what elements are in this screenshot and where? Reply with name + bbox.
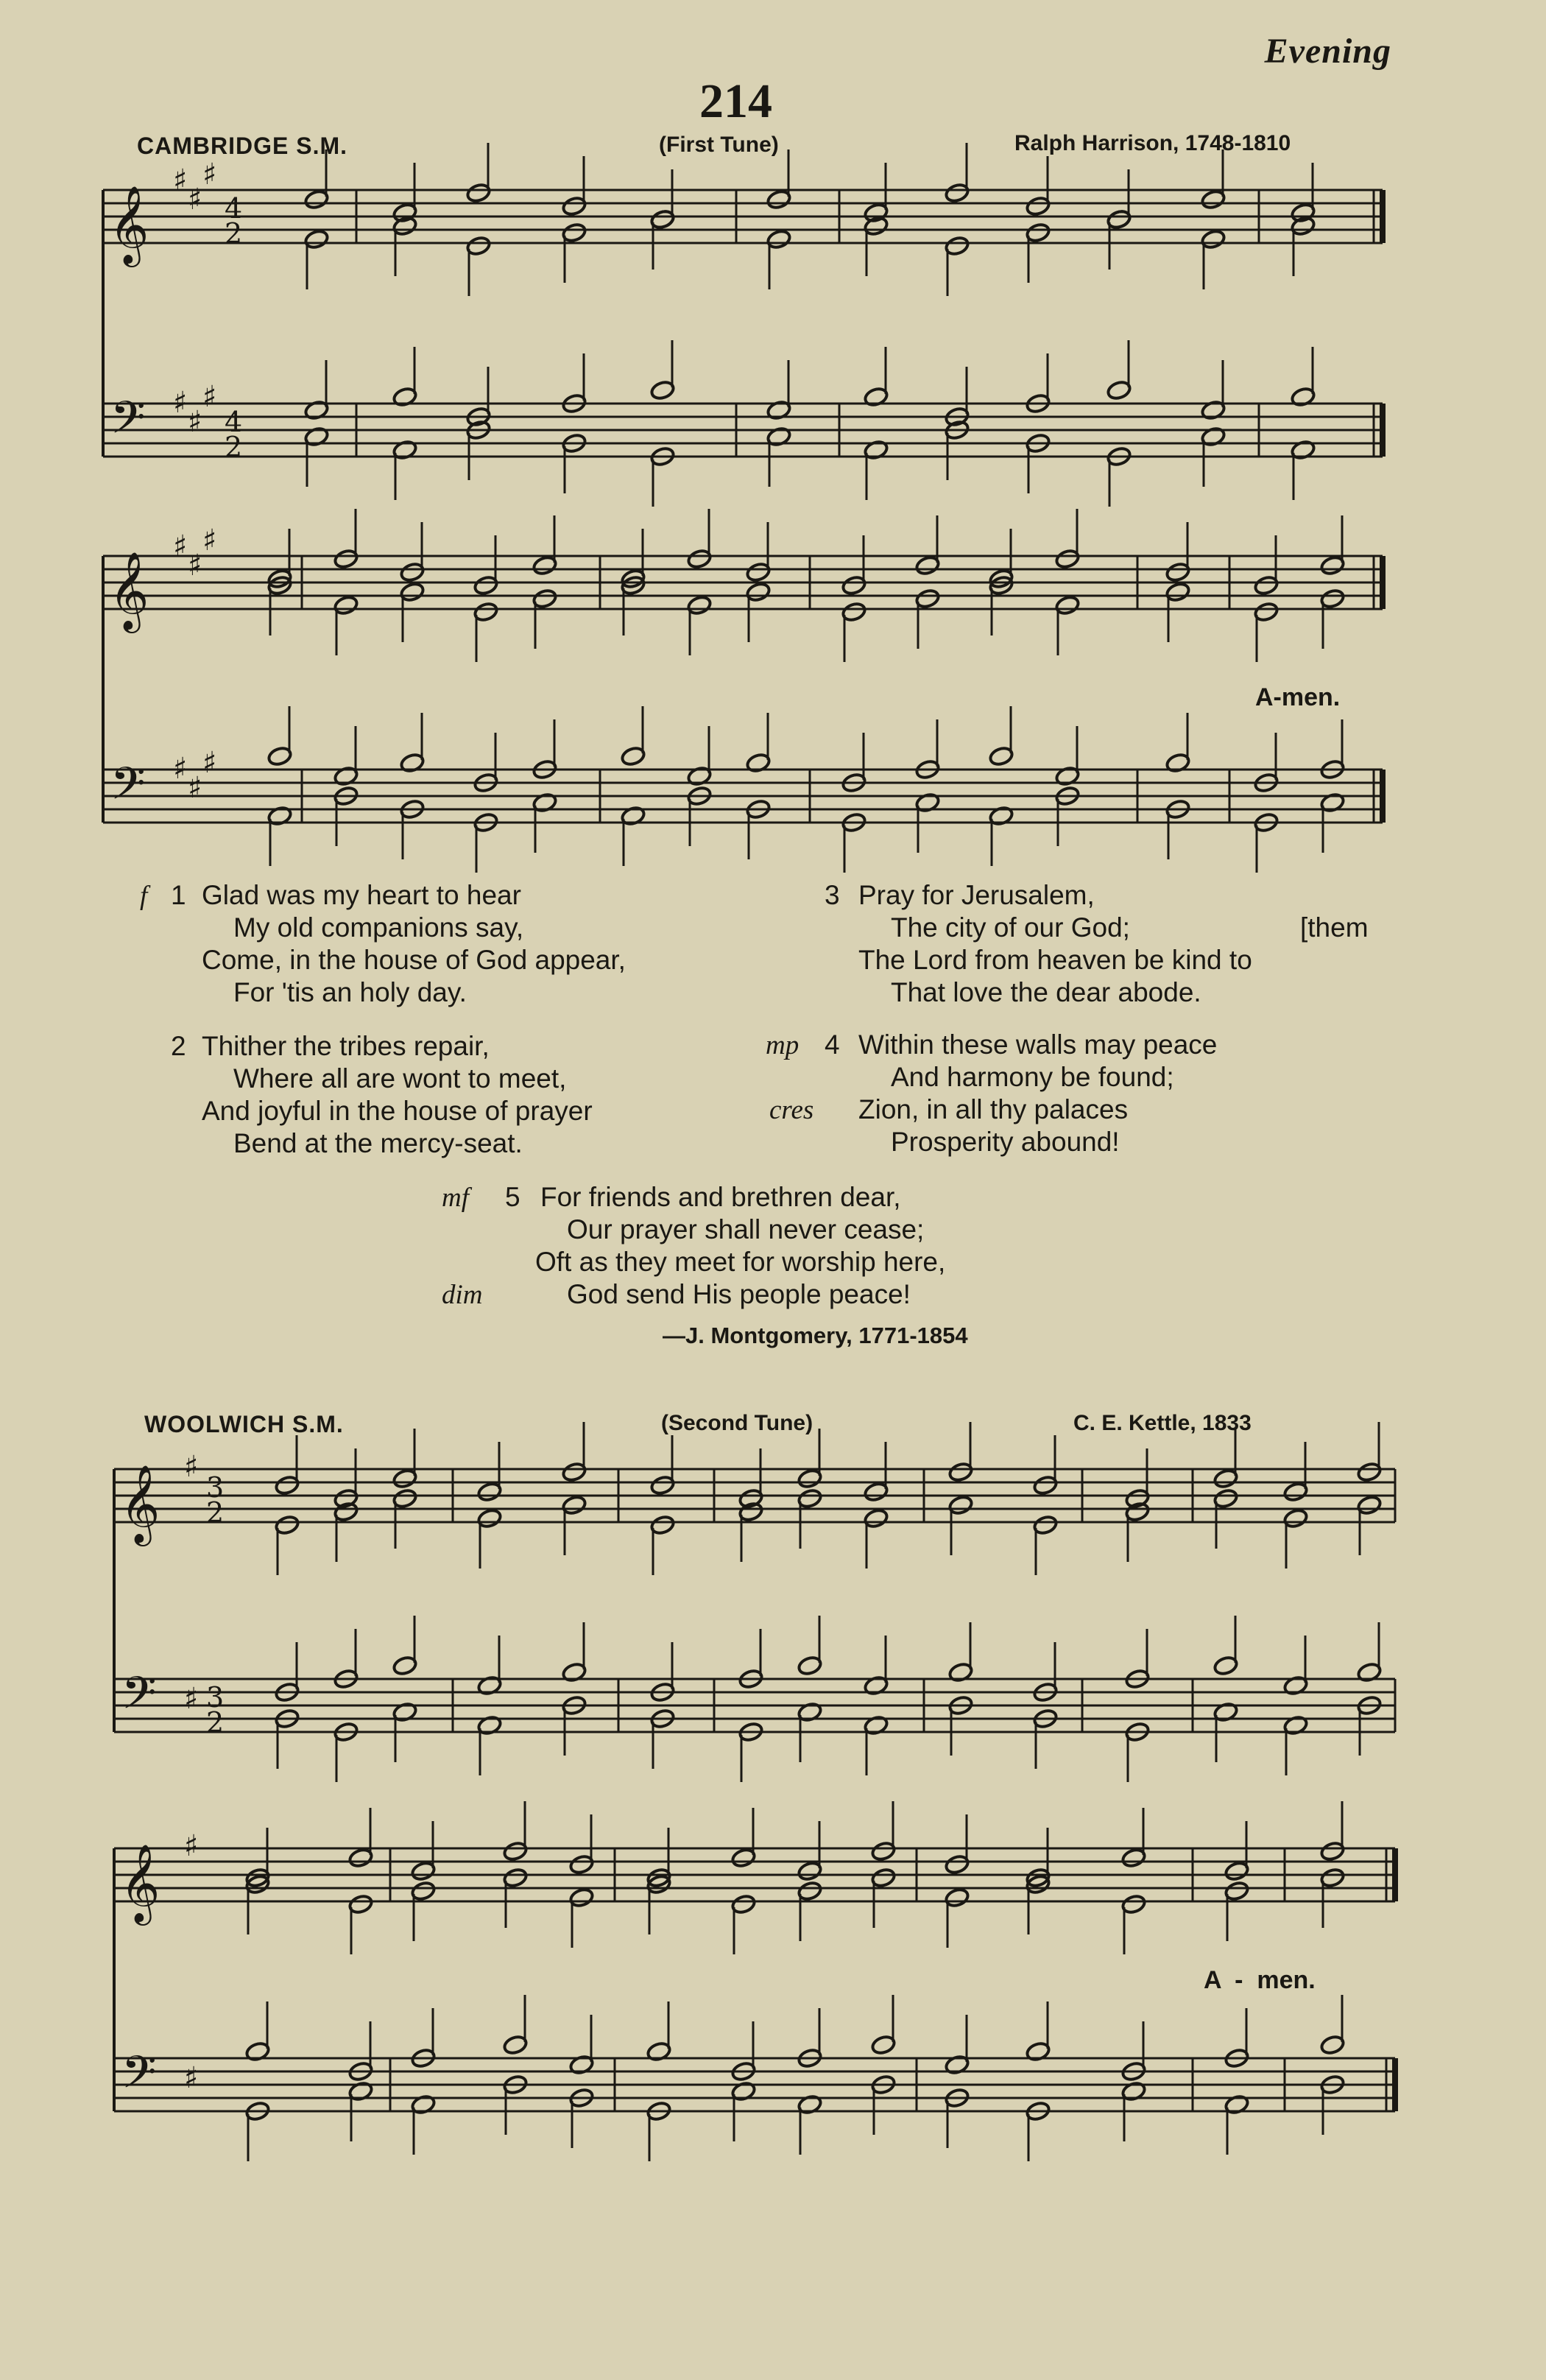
tune1-sys2-bass-key-sharp-3: ♯: [202, 746, 217, 780]
verse-3-line-1: Pray for Jerusalem,: [858, 880, 1095, 910]
tune2-sys2-treble-clef: 𝄞: [120, 1843, 160, 1922]
tune2-sys2-treble-key-sharp-1: ♯: [184, 1829, 199, 1863]
tune2-sys1-treble-key-sharp-1: ♯: [184, 1450, 199, 1484]
verse-1-dynamic: f: [140, 881, 148, 911]
hymn-number: 214: [699, 74, 772, 128]
verse-1-line-4: For 'tis an holy day.: [233, 977, 467, 1007]
tune1-name: CAMBRIDGE S.M.: [137, 133, 347, 159]
verse-2-number: 2: [171, 1031, 186, 1061]
text-author: —J. Montgomery, 1771-1854: [663, 1323, 968, 1348]
tune2-sys1-bass-time-bottom: 2: [206, 1706, 225, 1739]
tune2-sys1-treble-clef: 𝄞: [120, 1464, 160, 1543]
verse-3-overflow: [them: [1300, 912, 1369, 943]
verse-5-line-2: Our prayer shall never cease;: [567, 1214, 925, 1244]
tune1-sys1-bass-key-sharp-2: ♯: [188, 405, 202, 439]
tune2-composer: C. E. Kettle, 1833: [1073, 1411, 1252, 1435]
verse-4-line-2: And harmony be found;: [891, 1062, 1174, 1092]
verse-1-number: 1: [171, 880, 186, 910]
tune2-amen: A - men.: [1204, 1966, 1316, 1994]
verse-5-line-3: Oft as they meet for worship here,: [535, 1247, 946, 1277]
verse-4-cres: cres: [769, 1095, 814, 1125]
tune1-sys1-bass-key-sharp-1: ♯: [173, 386, 188, 420]
tune1-sys1-treble-key-sharp-3: ♯: [202, 158, 217, 191]
verse-2-line-2: Where all are wont to meet,: [233, 1063, 567, 1094]
tune1-sys2-treble-clef: 𝄞: [109, 551, 149, 630]
tune1-amen: A-men.: [1255, 683, 1341, 711]
tune1-sys1-bass-clef: 𝄢: [110, 392, 146, 455]
verse-3-line-4: That love the dear abode.: [891, 977, 1201, 1007]
tune1-composer: Ralph Harrison, 1748-1810: [1014, 131, 1291, 155]
tune1-sys2-bass-clef: 𝄢: [110, 758, 146, 821]
tune1-sys1-bass-time-bottom: 2: [225, 431, 243, 463]
tune1-sys2-treble-key-sharp-2: ♯: [188, 549, 202, 582]
tune1-sys1-treble-key-sharp-2: ♯: [188, 183, 202, 216]
section-title: Evening: [1264, 32, 1391, 71]
verse-5-dynamic: mf: [442, 1183, 469, 1213]
tune2-sys1-bass-time-top: 3: [206, 1681, 225, 1714]
verse-4-number: 4: [825, 1029, 840, 1060]
verse-4-dynamic: mp: [766, 1030, 800, 1060]
verse-4-line-3: Zion, in all thy palaces: [858, 1094, 1129, 1124]
tune2-sys1-bass-key-sharp-1: ♯: [184, 1682, 199, 1716]
tune1-sys2-bass-key-sharp-1: ♯: [173, 752, 188, 786]
verse-3-line-2: The city of our God;: [891, 912, 1130, 943]
tune1-sys1-treble-clef: 𝄞: [109, 185, 149, 264]
verse-4-line-1: Within these walls may peace: [858, 1029, 1218, 1060]
tune2-label: (Second Tune): [661, 1411, 813, 1435]
verse-1-line-1: Glad was my heart to hear: [202, 880, 521, 910]
verse-1-line-2: My old companions say,: [233, 912, 524, 943]
verse-5-line-1: For friends and brethren dear,: [540, 1182, 901, 1212]
verse-5-dim: dim: [442, 1280, 483, 1310]
tune1-sys1-bass-key-sharp-3: ♯: [202, 380, 217, 414]
verse-1-line-3: Come, in the house of God appear,: [202, 945, 626, 975]
verse-5-line-4: God send His people peace!: [567, 1279, 911, 1309]
verse-2-line-1: Thither the tribes repair,: [202, 1031, 490, 1061]
verse-3-number: 3: [825, 880, 840, 910]
tune2-sys2-bass-key-sharp-1: ♯: [184, 2061, 199, 2095]
tune1-sys1-treble-time-bottom: 2: [225, 217, 243, 250]
tune1-sys1-treble-time-top: 4: [225, 192, 243, 225]
tune1-sys1-bass-time-top: 4: [225, 406, 243, 438]
verse-2-line-3: And joyful in the house of prayer: [202, 1096, 593, 1126]
verse-3-line-3: The Lord from heaven be kind to: [858, 945, 1252, 975]
tune1-label: (First Tune): [659, 133, 779, 157]
tune2-sys2-bass-clef: 𝄢: [121, 2046, 157, 2110]
tune2-sys1-treble-time-bottom: 2: [206, 1496, 225, 1529]
tune1-sys2-treble-key-sharp-3: ♯: [202, 524, 217, 557]
verse-4-line-4: Prosperity abound!: [891, 1127, 1120, 1157]
verse-2-line-4: Bend at the mercy-seat.: [233, 1128, 523, 1158]
tune2-name: WOOLWICH S.M.: [144, 1411, 344, 1437]
tune1-sys1-treble-key-sharp-1: ♯: [173, 163, 188, 197]
tune1-sys2-treble-key-sharp-1: ♯: [173, 529, 188, 563]
tune2-sys1-bass-clef: 𝄢: [121, 1667, 157, 1731]
tune2-sys1-treble-time-top: 3: [206, 1471, 225, 1504]
tune1-sys2-bass-key-sharp-2: ♯: [188, 771, 202, 805]
verse-5-number: 5: [505, 1182, 520, 1212]
